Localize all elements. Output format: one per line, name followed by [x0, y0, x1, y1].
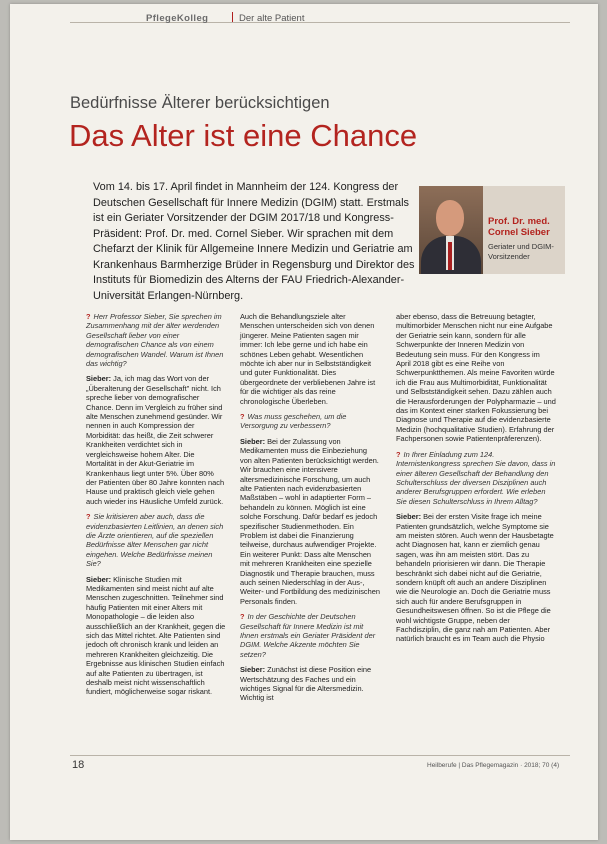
- bio-role: Geriater und DGIM-Vorsitzender: [488, 242, 554, 261]
- photo-face: [436, 200, 464, 236]
- answer-1: [86, 374, 226, 506]
- header-rule: [70, 22, 570, 23]
- question-text: In Ihrer Einladung zum 124. Internistenkongress sprechen Sie davon, dass in einer älteren Gesellschaft der Behandlung den Schulterschluss der diversen Disziplinen auch anderer Berufsgruppen erfordert. Wie erleben Sie diesen Schulterschluss in Ihrem Alltag?: [396, 449, 556, 506]
- footer-rule: [70, 755, 570, 756]
- header-separator: [232, 12, 233, 22]
- text-column-1: [86, 312, 226, 703]
- answer-text: Bei der Zulassung von Medikamenten muss die Einbeziehung von alten Patienten berücksichtigt werden. Wir brauchen eine intensivere altersmedizinische Forschung, um auch alte Patienten nach evidenzbasierten Maßstäben – wohl in adaptierter Form – behandeln zu können. Möglich ist eine solche Forschung. Dafür bedarf es jedoch spezifischer Studienmethoden. Ein Problem ist dabei die Finanzierung teilweise, durchaus aufwendiger Projekte. Ein weiterer Punkt: Dass alte Menschen mit mehreren Krankheiten eine spezielle Diagnostik und Therapie brauchen, muss auch seinen Niederschlag in der Aus-, Weiter- und Fortbildung des medizinischen Personals finden.: [240, 436, 380, 606]
- question-text: Was muss geschehen, um die Versorgung zu verbessern?: [240, 412, 347, 431]
- question-2: [86, 512, 226, 568]
- answer-label: Sieber:: [240, 436, 266, 446]
- question-marker: ?: [86, 312, 91, 321]
- answer-2: [86, 575, 226, 697]
- text-column-3: [396, 312, 556, 650]
- magazine-page: [10, 4, 598, 840]
- answer-text: Zunächst ist diese Position eine Wertschätzung des Faches und ein wichtiges Signal für die Altersmedizin. Wichtig ist: [240, 665, 372, 703]
- question-3: [240, 412, 380, 431]
- answer-text: Ja, ich mag das Wort von der „Überalterung der Gesellschaft" nicht. Ich spreche lieber von demografischer Chance. Denn im Vergleich zu früher sind alte Menschen zunehmend gesünder. Wir nennen in auch Kompression der Morbidität: das heißt, die Zeit schwerer Krankheiten verdichtet sich in vergleichsweise hohem Alter. Die Mortalität in der Akut-Geriatrie im Krankenhaus liegt unter 5%. Über 80% der Patienten über 80 Jahre konnten nach Hause und praktisch gleich viele gehen auch wieder ins Häusliche Umfeld zurück.: [86, 374, 225, 506]
- section-name: Der alte Patient: [239, 13, 305, 24]
- article-kicker: Bedürfnisse Älterer berücksichtigen: [70, 94, 330, 112]
- page-number: 18: [72, 759, 85, 771]
- answer-text: Bei der ersten Visite frage ich meine Patienten grundsätzlich, welche Symptome sie am meisten stören. Auch wenn der Hausbetagte acht Diagnosen hat, kann er ziemlich genau sagen, was ihn am meisten stört. Das zu behandeln priorisieren wir dann. Die Therapie beschränkt sich dabei nicht auf die Geriatrie, sondern knüpft oft auch an andere Disziplinen wie die Neurologie an. Doch die Geriatrie muss sich auch für andere Berufsgruppen in Gesundheitswesen öffnen. So ist die Pflege die wohl wichtigste Gruppe, neben der Fachdisziplin, die ganz nah am Patienten. Aber natürlich braucht es im Team auch die Physio: [396, 512, 554, 644]
- question-marker: ?: [396, 449, 401, 459]
- question-text: In der Geschichte der Deutschen Gesellschaft für Innere Medizin ist mit Ihnen erstmals ein Geriater Präsident der DGIM. Welche Akzente möchten Sie setzen?: [240, 612, 376, 659]
- text-column-2: [240, 312, 380, 709]
- question-marker: ?: [86, 512, 91, 522]
- footer-source: Heilberufe | Das Pflegemagazin · 2018; 70 (4): [427, 762, 560, 769]
- question-marker: ?: [240, 412, 245, 422]
- question-1: [86, 312, 226, 368]
- bio-name: Prof. Dr. med. Cornel Sieber: [488, 216, 550, 238]
- answer-5: [396, 512, 556, 644]
- answer-label: Sieber:: [240, 665, 266, 675]
- paragraph: Auch die Behandlungsziele alter Menschen unterscheiden sich von denen jüngerer. Meine Patienten sagen mir immer: Ich lebe gerne und ich habe ein schönes Leben gehabt. Wesentlichen möchte ich aber nur in Selbstständigkeit und guter Funktionalität. Dies übergeordnete der verbliebenen Jahre ist für die wichtiger als das reine chronologische Überleben.: [240, 312, 376, 406]
- answer-label: Sieber:: [86, 374, 112, 384]
- question-4: [240, 612, 380, 659]
- paragraph: aber ebenso, dass die Betreuung betagter, multimorbider Menschen nicht nur eine Aufgabe der Geriatrie sein kann, sondern für alle Schwerpunkte der Inneren Medizin von Bedeutung sein muss. Für den Kongress im April 2018 gibt es eine Reihe von Schwerpunktthemen. Als meine Favoriten würde ich die Frau aus Multimorbidität, Funktionalität und Selbstständigkeit sehen. Dazu zählen auch die Herausforderungen der Polypharmazie – und das im Kontext einer starken Fokussierung bei Diagnose und Therapie auf die evidenzbasierte Medizin (hochqualitative Studien). Erfahrung der Fachpersonen sowie Patientenpräferenzen).: [396, 312, 556, 444]
- question-marker: ?: [240, 612, 245, 622]
- question-text: Sie kritisieren aber auch, dass die evidenzbasierten Leitlinien, an denen sich die Ärzte orientieren, auf die speziellen Bedürfnisse älter Menschen gar nicht eingehen. Welche Bedürfnisse meinen Sie?: [86, 512, 224, 569]
- question-5: [396, 450, 556, 506]
- answer-text: Klinische Studien mit Medikamenten sind meist nicht auf alte Menschen zugeschnitten. Teilnehmer sind häufig Patienten mit einer Alters mit Monopathologie – die leiden also ausschließlich an der Krankheit, gegen die sich das Mittel richtet. Alte Patienten sind jedoch oft chronisch krank und leiden an mehreren Krankheiten gleichzeitig. Die Ergebnisse aus klinischen Studien einfach auf alte Patienten zu übertragen, ist deshalb meist nicht wissenschaftlich fundiert, möglicherweise sogar riskant.: [86, 574, 226, 697]
- photo-tie: [448, 242, 452, 270]
- section-brand: PflegeKolleg: [146, 13, 209, 24]
- answer-3: [240, 437, 380, 606]
- question-text: Herr Professor Sieber, Sie sprechen im Zusammenhang mit der älter werdenden Gesellschaft lieber von einer demografischen Chance als von einem demografischen Wandel. Warum ist Ihnen das wichtig?: [86, 312, 224, 369]
- article-intro: Vom 14. bis 17. April findet in Mannheim der 124. Kongress der Deutschen Gesellschaft für Innere Medizin (DGIM) statt. Erstmals ist ein Geriater Vorsitzender der DGIM 2017/18 und Kongress-Präsident: Prof. Dr. med. Cornel Sieber. Wir sprachen mit dem Chefarzt der Klinik für Allgemeine Innere Medizin und Geriatrie am Krankenhaus Barmherzige Brüder in Regensburg und Direktor des Instituts für Biomedizin des Alterns der FAU Friedrich-Alexander-Universität Erlangen-Nürnberg.: [93, 181, 415, 302]
- answer-label: Sieber:: [86, 574, 112, 584]
- answer-4: [240, 665, 380, 703]
- author-photo: [419, 186, 483, 274]
- answer-label: Sieber:: [396, 512, 422, 522]
- article-title: Das Alter ist eine Chance: [69, 118, 418, 153]
